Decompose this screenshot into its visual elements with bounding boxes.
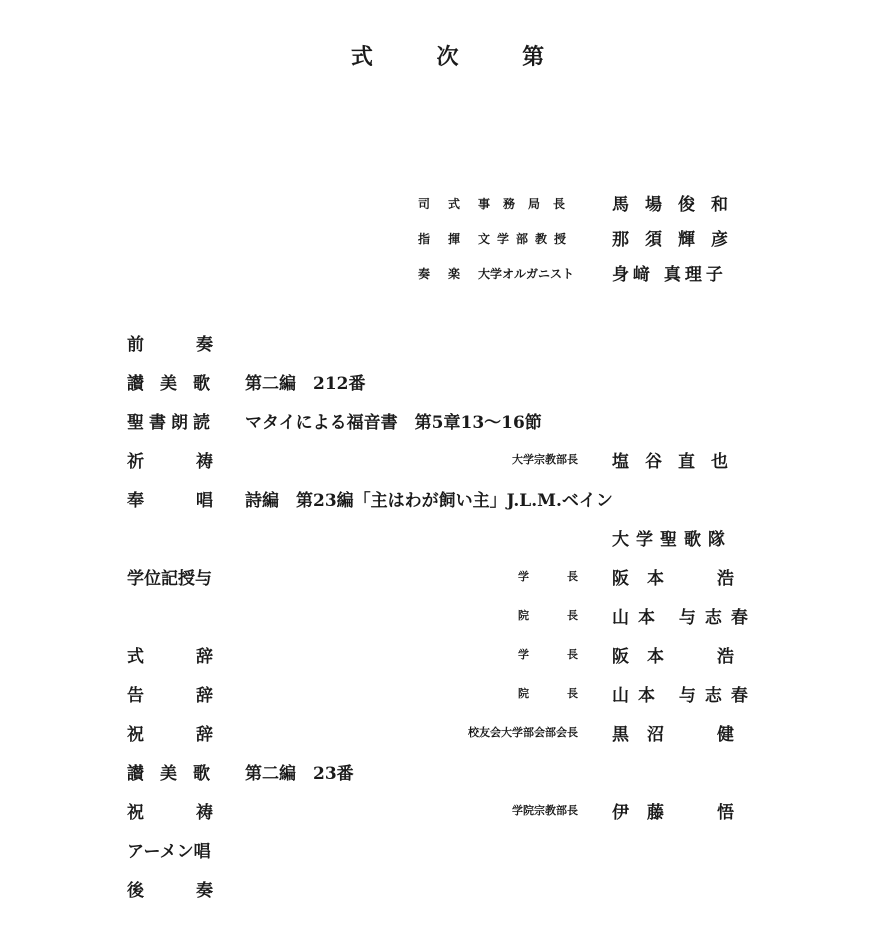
program-label: 奉唱 bbox=[127, 491, 265, 511]
program-row bbox=[0, 603, 895, 631]
program-row bbox=[0, 876, 895, 904]
program-row bbox=[0, 369, 895, 397]
program-row bbox=[0, 720, 895, 748]
program-label: 祝辞 bbox=[127, 725, 265, 745]
program-row bbox=[0, 525, 895, 553]
program-label: 後奏 bbox=[127, 881, 265, 901]
program-label: 聖書朗読 bbox=[127, 413, 215, 433]
program-label: アーメン唱 bbox=[127, 842, 211, 862]
speaker-name: 塩谷直也 bbox=[612, 452, 744, 472]
program-content: 詩編 第23編「主はわが飼い主」J.L.M.ベイン bbox=[245, 491, 613, 511]
officiant-title: 事務局長 bbox=[478, 197, 579, 211]
program-row bbox=[0, 486, 895, 514]
officiant-name: 身﨑 真理子 bbox=[612, 265, 727, 285]
speaker-name: 伊藤 悟 bbox=[612, 803, 752, 823]
speaker-name: 山本 与志春 bbox=[612, 686, 757, 706]
program-label: 式辞 bbox=[127, 647, 265, 667]
program-label: 祝祷 bbox=[127, 803, 265, 823]
officiant-role: 指 揮 bbox=[418, 232, 460, 246]
speaker-title: 院長 bbox=[518, 609, 616, 622]
officiant-name: 那須輝彦 bbox=[612, 230, 744, 250]
speaker-name: 大学聖歌隊 bbox=[612, 530, 732, 550]
program-content: 第二編 212番 bbox=[245, 374, 366, 394]
program-row bbox=[0, 642, 895, 670]
officiant-role: 奏 楽 bbox=[418, 267, 460, 281]
officiant-row bbox=[0, 260, 895, 284]
program-row bbox=[0, 447, 895, 475]
speaker-title: 院長 bbox=[518, 687, 616, 700]
program-row bbox=[0, 564, 895, 592]
speaker-name: 阪本 浩 bbox=[612, 647, 752, 667]
officiant-row bbox=[0, 190, 895, 214]
program-label: 学位記授与 bbox=[127, 569, 212, 589]
speaker-name: 黒沼 健 bbox=[612, 725, 752, 745]
program-row bbox=[0, 408, 895, 436]
page-title: 式 次 第 bbox=[350, 44, 573, 70]
speaker-title: 学長 bbox=[518, 570, 616, 583]
program-label: 讃美歌 bbox=[127, 764, 226, 784]
program-label: 告辞 bbox=[127, 686, 265, 706]
speaker-name: 山本 与志春 bbox=[612, 608, 757, 628]
officiant-name: 馬場俊和 bbox=[612, 195, 744, 215]
program-label: 祈祷 bbox=[127, 452, 265, 472]
program-row bbox=[0, 330, 895, 358]
program-content: マタイによる福音書 第5章13～16節 bbox=[245, 413, 542, 433]
speaker-title: 学院宗教部長 bbox=[512, 804, 578, 817]
program-row bbox=[0, 681, 895, 709]
program-content: 第二編 23番 bbox=[245, 764, 354, 784]
program-row bbox=[0, 798, 895, 826]
program-row bbox=[0, 759, 895, 787]
speaker-name: 阪本 浩 bbox=[612, 569, 752, 589]
speaker-title: 校友会大学部会部会長 bbox=[468, 726, 578, 739]
officiant-title: 文学部教授 bbox=[478, 232, 574, 246]
speaker-title: 学長 bbox=[518, 648, 616, 661]
speaker-title: 大学宗教部長 bbox=[512, 453, 578, 466]
program-row bbox=[0, 837, 895, 865]
program-label: 讃美歌 bbox=[127, 374, 226, 394]
officiant-title: 大学オルガニスト bbox=[478, 267, 575, 281]
officiant-row bbox=[0, 225, 895, 249]
officiant-role: 司 式 bbox=[418, 197, 460, 211]
program-label: 前奏 bbox=[127, 335, 265, 355]
